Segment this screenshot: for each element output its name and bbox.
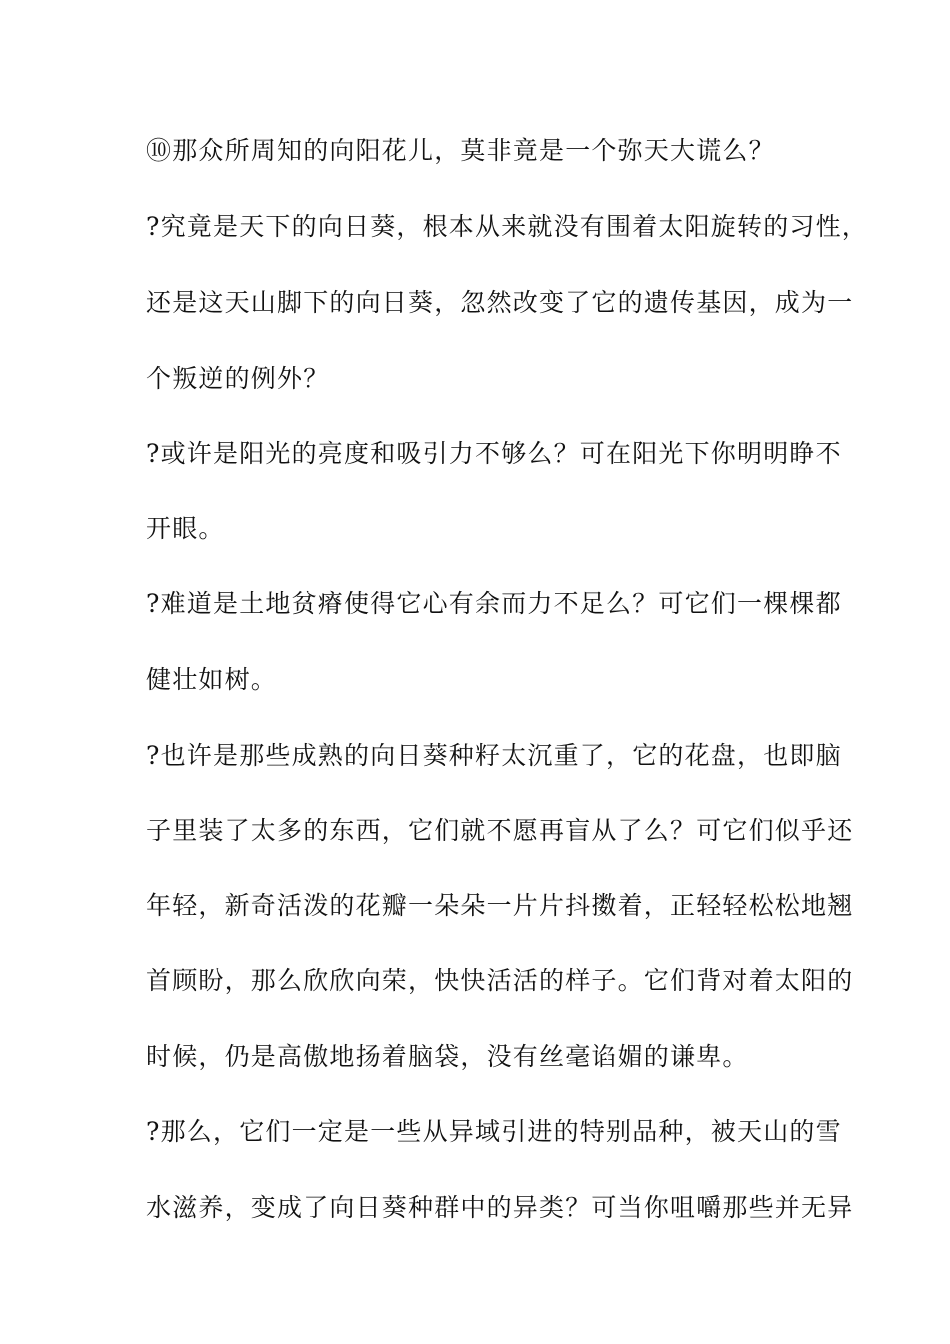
text-line: 还是这天山脚下的向日葵，忽然改变了它的遗传基因，成为一	[146, 288, 854, 317]
text-line: 年轻，新奇活泼的花瓣一朵朵一片片抖擞着，正轻轻松松地翘	[146, 891, 854, 920]
text-line: 首顾盼，那么欣欣向荣，快快活活的样子。它们背对着太阳的	[146, 966, 854, 995]
text-line: ?究竟是天下的向日葵，根本从来就没有围着太阳旋转的习性，	[146, 212, 869, 241]
text-line: 水滋养，变成了向日葵种群中的异类？可当你咀嚼那些并无异	[146, 1193, 854, 1222]
text-line: 开眼。	[146, 514, 225, 543]
text-line: 子里装了太多的东西，它们就不愿再盲从了么？可它们似乎还	[146, 816, 854, 845]
text-line: ?或许是阳光的亮度和吸引力不够么？可在阳光下你明明睁不	[146, 439, 842, 468]
text-line: 健壮如树。	[146, 665, 278, 694]
text-line: 个叛逆的例外？	[146, 364, 330, 393]
text-line: 时候，仍是高傲地扬着脑袋，没有丝毫谄媚的谦卑。	[146, 1042, 749, 1071]
text-line: ?那么，它们一定是一些从异域引进的特别品种，被天山的雪	[146, 1117, 842, 1146]
text-line: ⑩那众所周知的向阳花儿，莫非竟是一个弥天大谎么？	[146, 136, 775, 165]
text-line: ?难道是土地贫瘠使得它心有余而力不足么？可它们一棵棵都	[146, 589, 842, 618]
text-line: ?也许是那些成熟的向日葵种籽太沉重了，它的花盘，也即脑	[146, 741, 842, 770]
